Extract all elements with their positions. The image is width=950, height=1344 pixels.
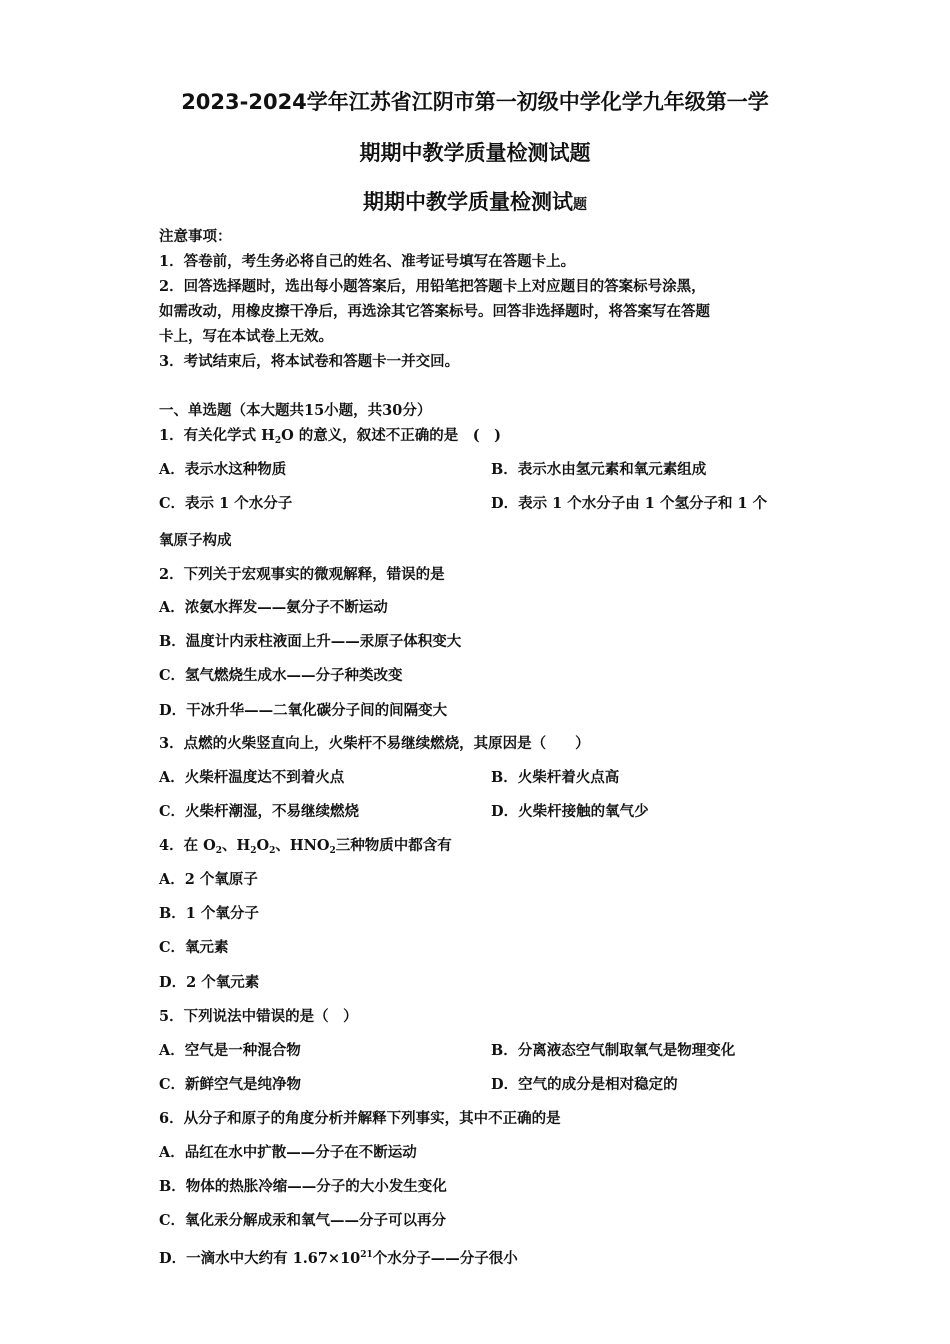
q4-p2: 、H	[222, 837, 251, 854]
q4-s3: 2	[269, 846, 276, 856]
question-6-stem: 6．从分子和原子的角度分析并解释下列事实，其中不正确的是	[159, 1110, 561, 1127]
notice-item-2-line2: 如需改动，用橡皮擦干净后，再选涂其它答案标号。回答非选择题时，将答案写在答题	[159, 303, 710, 320]
notice-item-3: 3．考试结束后，将本试卷和答题卡一并交回。	[159, 353, 460, 370]
question-2-option-a: A．浓氨水挥发——氨分子不断运动	[159, 599, 388, 616]
q1-stem-pre: 1．有关化学式 H	[159, 427, 275, 444]
q4-p4: 、HNO	[275, 837, 330, 854]
section-heading: 一、单选题（本大题共15小题，共30分）	[159, 402, 432, 419]
q4-p5: 三种物质中都含有	[335, 837, 452, 854]
question-3-option-a: A．火柴杆温度达不到着火点	[159, 769, 345, 786]
question-1-option-a: A．表示水这种物质	[159, 461, 287, 478]
question-1-option-b: B．表示水由氢元素和氧元素组成	[491, 461, 707, 478]
question-5-option-c: C．新鲜空气是纯净物	[159, 1076, 302, 1093]
question-5-stem: 5．下列说法中错误的是（ ）	[159, 1008, 358, 1025]
question-1-option-c: C．表示 1 个水分子	[159, 495, 293, 512]
question-5-option-b: B．分离液态空气制取氧气是物理变化	[491, 1042, 736, 1059]
q4-p1: 4．在 O	[159, 837, 216, 854]
page-title-line2: 期期中教学质量检测试题	[359, 141, 591, 165]
q4-s2: 2	[250, 846, 257, 856]
question-6-option-c: C．氧化汞分解成汞和氧气——分子可以再分	[159, 1212, 447, 1229]
question-1-option-d-cont: 氧原子构成	[159, 532, 232, 549]
q4-s1: 2	[215, 846, 223, 856]
notice-item-1: 1．答卷前，考生务必将自己的姓名、准考证号填写在答题卡上。	[159, 253, 576, 270]
q4-p3: O	[256, 837, 270, 854]
notice-item-2-line3: 卡上，写在本试卷上无效。	[159, 328, 333, 345]
question-3-stem: 3．点燃的火柴竖直向上，火柴杆不易继续燃烧，其原因是（ ）	[159, 735, 590, 752]
title-line3-small: 题	[573, 197, 587, 213]
question-1-option-d: D．表示 1 个水分子由 1 个氢分子和 1 个	[491, 495, 768, 512]
page-title-line1: 2023-2024学年江苏省江阴市第一初级中学化学九年级第一学	[181, 90, 769, 114]
notice-heading: 注意事项：	[159, 228, 232, 245]
q1-stem-sub: 2	[274, 436, 282, 446]
question-3-option-d: D．火柴杆接触的氧气少	[491, 803, 649, 820]
question-5-option-d: D．空气的成分是相对稳定的	[491, 1076, 678, 1093]
question-5-option-a: A．空气是一种混合物	[159, 1042, 301, 1059]
page-title-line3	[0, 186, 950, 216]
question-2-option-d: D．干冰升华——二氧化碳分子间的间隔变大	[159, 702, 448, 719]
q4-s4: 2	[329, 846, 336, 856]
q1-stem-post: O 的意义，叙述不正确的是 ( )	[281, 427, 502, 444]
question-6-option-b: B．物体的热胀冷缩——分子的大小发生变化	[159, 1178, 447, 1195]
question-1-stem	[159, 426, 501, 451]
q6-d-sup: 21	[360, 1250, 373, 1260]
question-2-option-c: C．氢气燃烧生成水——分子种类改变	[159, 667, 403, 684]
question-4-stem	[159, 836, 452, 861]
question-4-option-b: B．1 个氧分子	[159, 905, 259, 922]
question-4-option-a: A．2 个氧原子	[159, 871, 258, 888]
q6-d-pre: D．一滴水中大约有 1.67×10	[159, 1250, 361, 1267]
question-4-option-c: C．氧元素	[159, 939, 229, 956]
question-2-option-b: B．温度计内汞柱液面上升——汞原子体积变大	[159, 633, 462, 650]
q6-d-post: 个水分子——分子很小	[372, 1250, 518, 1267]
question-6-option-a: A．品红在水中扩散——分子在不断运动	[159, 1144, 417, 1161]
title-line3-main: 期期中教学质量检测试	[363, 190, 573, 214]
question-3-option-c: C．火柴杆潮湿，不易继续燃烧	[159, 803, 360, 820]
question-4-option-d: D．2 个氧元素	[159, 974, 260, 991]
question-6-option-d	[159, 1245, 518, 1269]
question-2-stem: 2．下列关于宏观事实的微观解释，错误的是	[159, 566, 445, 583]
notice-item-2-line1: 2．回答选择题时，选出每小题答案后，用铅笔把答题卡上对应题目的答案标号涂黑，	[159, 278, 706, 295]
question-3-option-b: B．火柴杆着火点高	[491, 769, 620, 786]
